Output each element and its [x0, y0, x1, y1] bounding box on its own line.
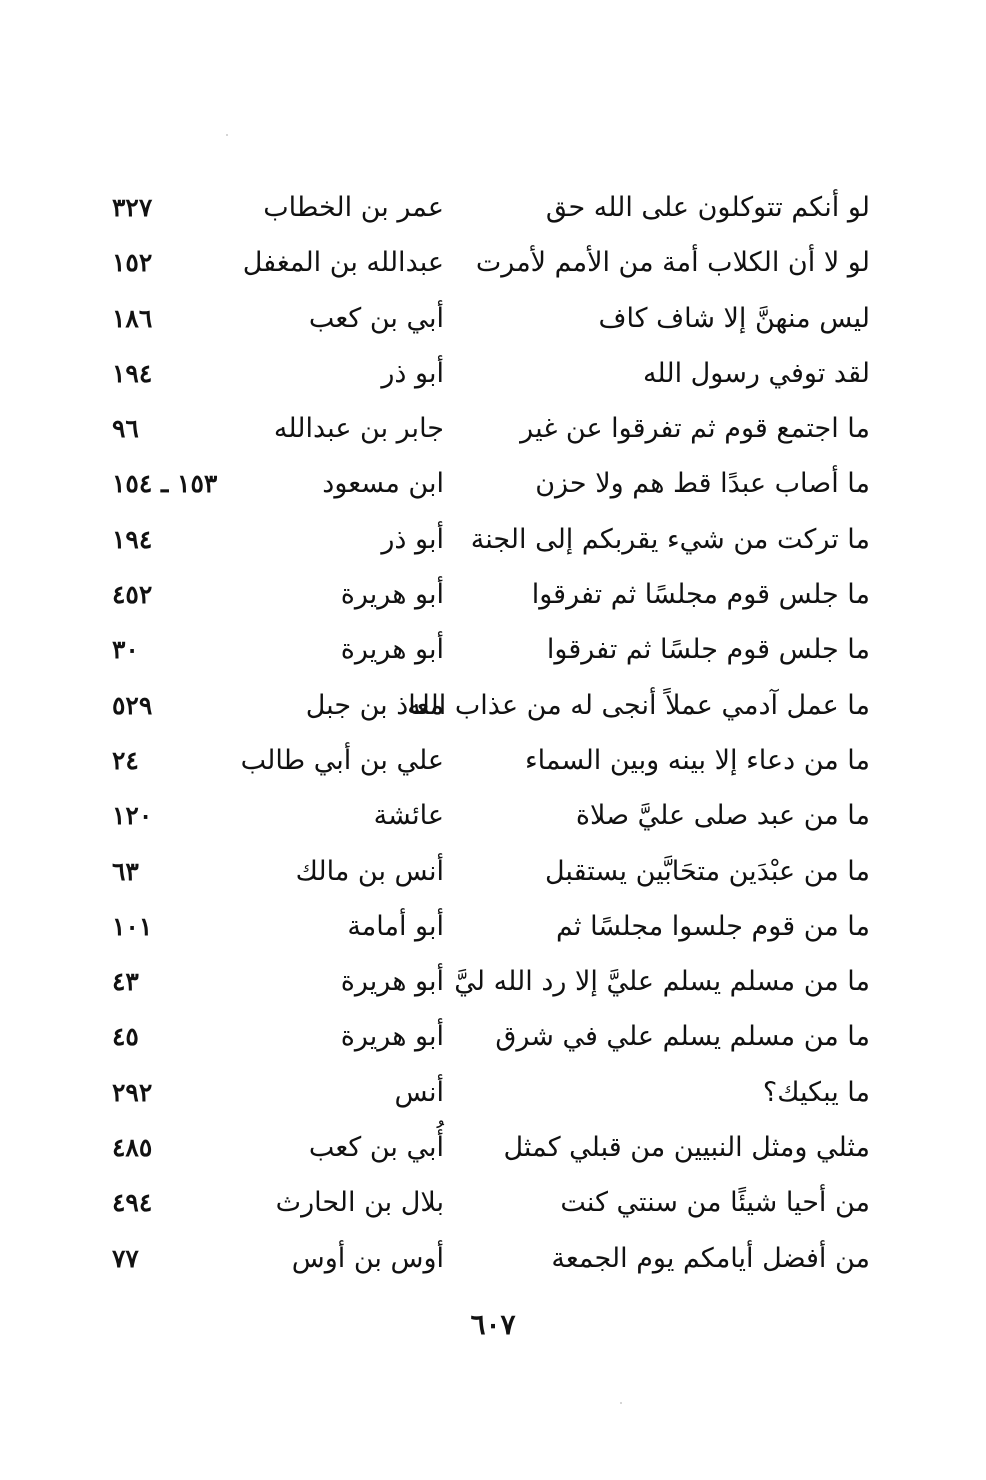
page-number: ٦٠٧ — [470, 1308, 516, 1341]
page-reference: ٧٧ — [112, 1243, 139, 1273]
page-reference: ٩٦ — [112, 414, 139, 444]
page-reference: ١٩٤ — [112, 524, 153, 554]
hadith-text: لقد توفي رسول الله — [642, 357, 870, 389]
hadith-text: ما من قوم جلسوا مجلسًا ثم — [556, 910, 870, 942]
hadith-index-table — [0, 178, 986, 1284]
hadith-text: ما من عبد صلى عليَّ صلاة — [575, 800, 870, 832]
narrator-name: عمر بن الخطاب — [263, 192, 444, 223]
hadith-text: ما من مسلم يسلم عليَّ إلا رد الله ليَّ — [454, 966, 870, 998]
index-row — [0, 399, 986, 454]
page-reference: ٤٨٥ — [112, 1133, 153, 1163]
hadith-text: ما اجتمع قوم ثم تفرقوا عن غير — [520, 413, 870, 445]
narrator-name: أوس بن أوس — [291, 1242, 444, 1274]
index-row — [0, 454, 986, 509]
narrator-name: أبو هريرة — [340, 579, 444, 611]
hadith-text: ما يبكيك؟ — [762, 1076, 870, 1108]
hadith-text: من أفضل أيامكم يوم الجمعة — [551, 1242, 870, 1274]
page-reference: ١٥٢ — [112, 248, 153, 278]
index-row — [0, 620, 986, 675]
hadith-text: ما من مسلم يسلم علي في شرق — [495, 1021, 870, 1053]
narrator-name: أبو أمامة — [347, 910, 444, 942]
index-row — [0, 344, 986, 399]
narrator-name: ابن مسعود — [322, 468, 444, 500]
narrator-name: أنس بن مالك — [295, 855, 444, 887]
page-reference: ١٥٣ ـ ١٥٤ — [112, 469, 218, 499]
index-row — [0, 731, 986, 786]
page-reference: ٣٢٧ — [112, 193, 153, 222]
hadith-text: مثلي ومثل النبيين من قبلي كمثل — [503, 1132, 870, 1164]
hadith-text: ما من عبْدَين متحَابَّين يستقبل — [544, 855, 870, 887]
index-row — [0, 1118, 986, 1173]
index-row — [0, 178, 986, 233]
hadith-text: من أحيا شيئًا من سنتي كنت — [560, 1187, 870, 1219]
index-row — [0, 952, 986, 1007]
narrator-name: بلال بن الحارث — [275, 1187, 444, 1219]
index-row — [0, 1007, 986, 1062]
index-row — [0, 1063, 986, 1118]
index-row — [0, 676, 986, 731]
narrator-name: أُبي بن كعب — [308, 1132, 444, 1164]
page-reference: ٤٥ — [112, 1022, 139, 1052]
page-reference: ٥٢٩ — [112, 690, 153, 720]
index-row — [0, 510, 986, 565]
index-row — [0, 233, 986, 288]
hadith-text: ما عمل آدمي عملاً أنجى له من عذاب الله — [407, 689, 870, 721]
index-row — [0, 786, 986, 841]
page-reference: ٢٩٢ — [112, 1077, 153, 1107]
hadith-text: ليس منهنَّ إلا شاف كاف — [598, 302, 870, 334]
narrator-name: جابر بن عبدالله — [273, 413, 444, 445]
page-reference: ١٠١ — [112, 911, 153, 941]
page-reference: ٣٠ — [112, 635, 139, 665]
narrator-name: عبدالله بن المغفل — [242, 247, 444, 279]
index-row — [0, 1173, 986, 1228]
narrator-name: علي بن أبي طالب — [240, 744, 444, 776]
index-row — [0, 842, 986, 897]
hadith-text: ما جلس قوم جلسًا ثم تفرقوا — [546, 634, 870, 666]
hadith-text: لو أنكم تتوكلون على الله حق — [545, 192, 870, 223]
hadith-text: ما تركت من شيء يقربكم إلى الجنة — [470, 523, 870, 555]
hadith-text: ما جلس قوم مجلسًا ثم تفرقوا — [531, 579, 870, 611]
narrator-name: أنس — [394, 1076, 444, 1108]
index-row — [0, 897, 986, 952]
page-reference: ٤٥٢ — [112, 580, 153, 610]
hadith-text: لو لا أن الكلاب أمة من الأمم لأمرت — [475, 247, 870, 279]
narrator-name: معاذ بن جبل — [305, 689, 444, 721]
narrator-name: أبي بن كعب — [308, 302, 444, 334]
narrator-name: أبو ذر — [381, 523, 444, 555]
page-reference: ١٢٠ — [112, 801, 153, 831]
page-reference: ٦٣ — [112, 856, 139, 886]
page-reference: ٤٩٤ — [112, 1188, 153, 1218]
narrator-name: أبو ذر — [381, 357, 444, 389]
page-reference: ٢٤ — [112, 745, 139, 775]
paper-speck — [620, 1402, 622, 1404]
page-reference: ١٨٦ — [112, 303, 153, 333]
page-reference: ٤٣ — [112, 967, 139, 997]
index-row — [0, 565, 986, 620]
narrator-name: أبو هريرة — [340, 1021, 444, 1053]
narrator-name: عائشة — [373, 800, 444, 832]
index-row — [0, 289, 986, 344]
narrator-name: أبو هريرة — [340, 966, 444, 998]
index-row — [0, 1229, 986, 1284]
narrator-name: أبو هريرة — [340, 634, 444, 666]
hadith-text: ما أصاب عبدًا قط هم ولا حزن — [535, 468, 870, 500]
paper-speck — [226, 134, 228, 136]
page-reference: ١٩٤ — [112, 358, 153, 388]
hadith-text: ما من دعاء إلا بينه وبين السماء — [524, 744, 870, 776]
